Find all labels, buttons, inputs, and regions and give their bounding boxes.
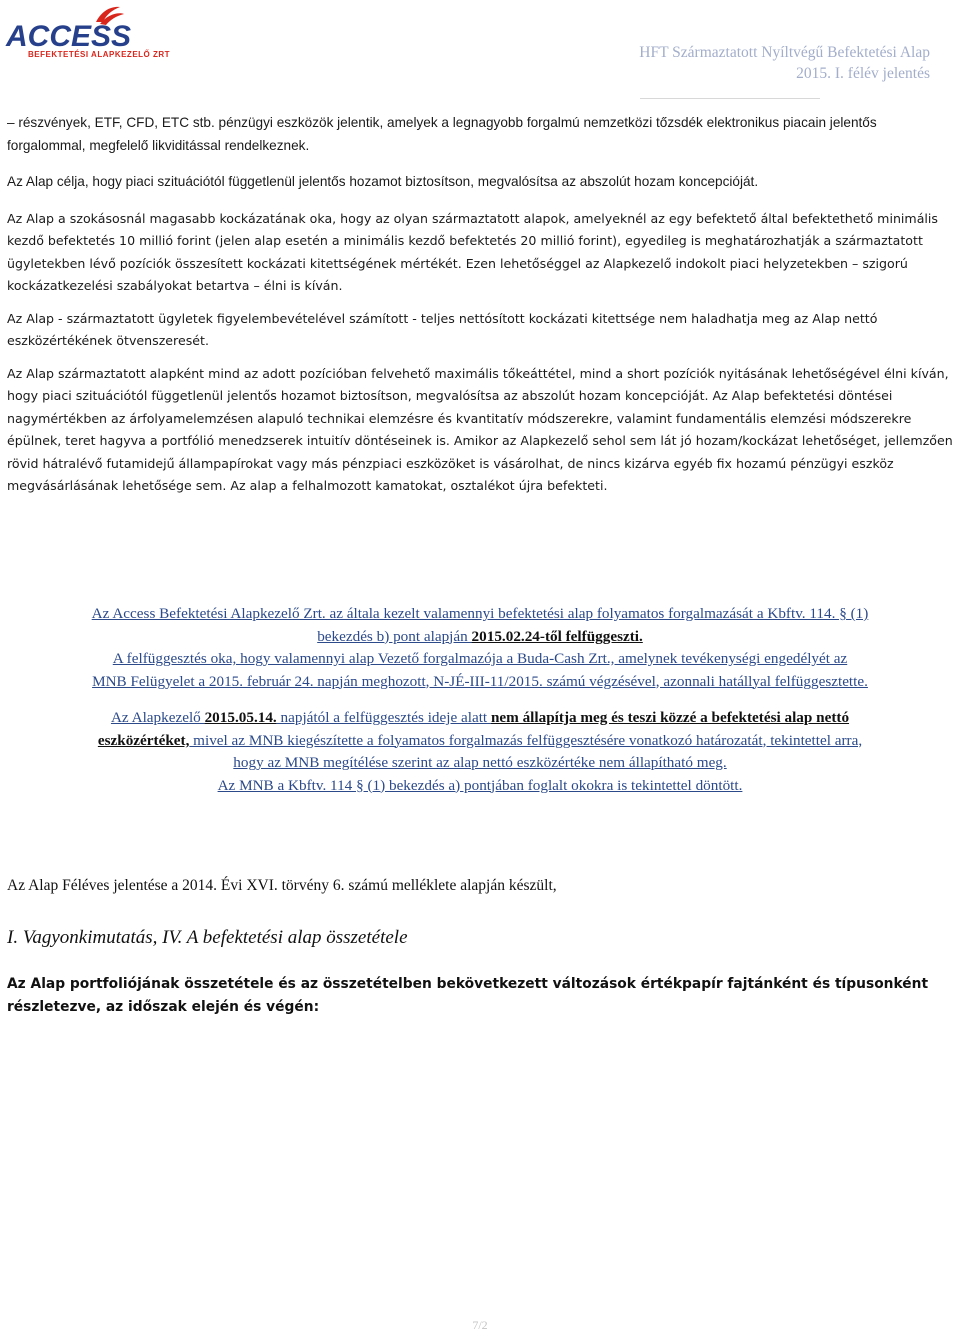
logo-subtitle: BEFEKTETÉSI ALAPKEZELŐ ZRT xyxy=(28,50,171,59)
notice-line-2 xyxy=(0,626,960,649)
report-title xyxy=(639,42,930,84)
notice-line-5 xyxy=(0,707,960,730)
paragraph-goal: Az Alap célja, hogy piaci szituációtól függetlenül jelentős hozamot biztosítson, megvalósítsa az abszolút hozam koncepcióját. xyxy=(7,174,759,189)
notice-line-6a: eszközértéket, xyxy=(97,731,190,749)
notice-line-5c: napjától a felfüggesztés ideje alatt xyxy=(276,709,491,726)
notice-line-3: A felfüggesztés oka, hogy valamennyi alap Vezető forgalmazója a Buda-Cash Zrt., amelynek tevékenységi engedélyét az xyxy=(112,650,848,667)
notice-line-6 xyxy=(0,730,960,753)
suspension-notice xyxy=(0,603,960,797)
notice-line-7: hogy az MNB megítélése szerint az alap nettó eszközértéke nem állapítható meg. xyxy=(233,754,727,771)
access-logo-mark xyxy=(4,4,174,52)
notice-line-5a: Az Alapkezelő xyxy=(110,709,205,726)
notice-nav-date: 2015.05.14. xyxy=(204,709,277,726)
notice-line-5d: nem állapítja meg és teszi közzé a befektetési alap nettó xyxy=(490,709,850,726)
page-number: 7/2 xyxy=(472,1318,488,1332)
paragraph-strategy: Az Alap származtatott alapként mind az adott pozícióban felvehető maximális tőkeáttétel, mind a short pozíciók nyitásának lehetőségével élni kíván, hogy piaci szituációtól függetlenül jelentős hozamot biztosítson, megvalósítsa az abszolút hozam koncepcióját. Az Alap befektetési döntései nagymértékben az árfolyamelemzésen alapuló technikai elemzésre és kvantitatív módszerekre, valamint fundamentális elemzési módszerekre épülnek, teret hagyva a portfólió menedzserek intuitív döntéseinek is. Amikor az Alapkezelő sehol sem lát jó hozam/kockázat lehetőséget, jellemzően rövid hátralévő futamidejű állampapírokat vagy más pénzpiaci eszközöket is vásárolhat, de nincs kizárva egyéb fix hozamú pénzügyi eszköz megvásárlásának lehetősége sem. Az alap a felhalmozott kamatokat, osztalékot újra befekteti. xyxy=(7,365,953,493)
report-title-line2: 2015. I. félév jelentés xyxy=(796,65,930,82)
report-title-line1: HFT Származtatott Nyíltvégű Befektetési Alap xyxy=(639,44,930,61)
report-basis: Az Alap Féléves jelentése a 2014. Évi XVI. törvény 6. számú melléklete alapján készült, xyxy=(7,877,557,894)
notice-suspension-date: 2015.02.24-től felfüggeszti. xyxy=(471,627,643,645)
access-logo xyxy=(4,4,174,64)
header-divider xyxy=(640,98,820,99)
section-heading: I. Vagyonkimutatás, IV. A befektetési alap összetétele xyxy=(7,927,408,948)
notice-line-4: MNB Felügyelet a 2015. február 24. napján meghozott, N-JÉ-III-11/2015. számú végzésével, azonnali hatállyal felfüggesztette. xyxy=(92,672,868,690)
logo-text: ACCESS xyxy=(6,20,132,52)
notice-line-6b: mivel az MNB kiegészítette a folyamatos forgalmazás felfüggesztésére vonatkozó határozatát, tekintettel arra, xyxy=(189,731,863,749)
notice-spacer xyxy=(0,693,960,707)
notice-line-2-text: bekezdés b) pont alapján xyxy=(317,627,472,645)
portfolio-intro: Az Alap portfoliójának összetétele és az összetételben bekövetkezett változások értékpapír fajtánként és típusonként részletezve, az időszak elején és végén: xyxy=(7,976,929,1015)
paragraph-instruments: – részvények, ETF, CFD, ETC stb. pénzügyi eszközök jelentik, amelyek a legnagyobb forgalmú nemzetközi tőzsdék elektronikus piacain jelentős forgalommal, megfelelő likviditással rendelkeznek. xyxy=(7,115,877,153)
paragraph-risk: Az Alap a szokásosnál magasabb kockázatának oka, hogy az olyan származtatott alapok, amelyeknél az egy befektető által befektethető minimális kezdő befektetés 10 millió forint (jelen alap esetén a minimális kezdő befektetés 20 millió forint), egyedileg is meghatározhatják a származtatott ügyletekben lévő pozíciók összesített kockázati kitettségének mértékét. Ezen lehetőséggel az Alapkezelő indokolt piaci helyzetekben – szigorú kockázatkezelési szabályokat betartva – élni is kíván. xyxy=(7,210,938,293)
page-header xyxy=(0,0,960,100)
main-text xyxy=(7,112,953,498)
paragraph-exposure: Az Alap - származtatott ügyletek figyelembevételével számított - teljes nettósított kockázati kitettsége nem haladhatja meg az Alap nettó eszközértékének ötvenszeresét. xyxy=(7,310,878,348)
notice-line-1: Az Access Befektetési Alapkezelő Zrt. az általa kezelt valamennyi befektetési alap folyamatos forgalmazását a Kbftv. 114. § (1) xyxy=(91,605,869,622)
notice-line-8: Az MNB a Kbftv. 114 § (1) bekezdés a) pontjában foglalt okokra is tekintettel döntött. xyxy=(217,776,743,794)
